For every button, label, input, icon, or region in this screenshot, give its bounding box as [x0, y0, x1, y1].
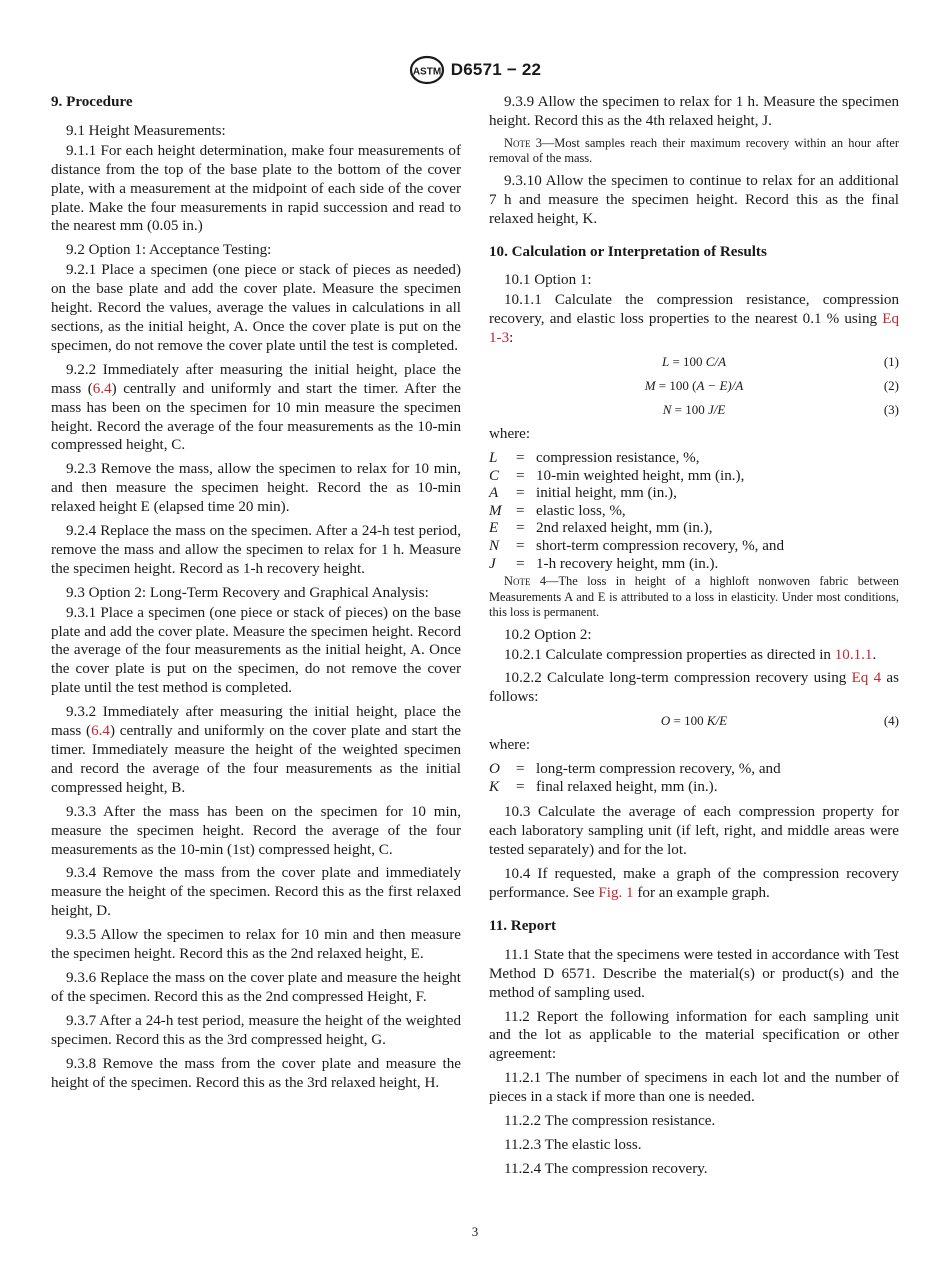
equation-4: O = 100 K/E (4): [660, 713, 899, 729]
para-9-2-1: 9.2.1 Place a specimen (one piece or stack of pieces as needed) on the base plate and add the cover plate. Measure the specimen height. Record the values, average the values in calculations in all sections, as the initial height, A. Once the cover plate is put on the specimen, do not remove the cover plate until the test is completed.: [51, 262, 461, 354]
para-9-1-1: 9.1.1 For each height determination, make four measurements of distance from the top of the base plate to the bottom of the cover plate, with a measurement at the midpoint of each side of the cover plate. Make the four measurements in rapid succession and read to the nearest mm (0.05 in.): [51, 142, 461, 235]
para-9-3: 9.3 Option 2: Long-Term Recovery and Graphical Analysis:: [66, 584, 429, 601]
para-11-2-4: 11.2.4 The compression recovery.: [504, 1160, 708, 1177]
fig-1-link[interactable]: Fig. 1: [598, 884, 634, 901]
para-11-2-1: 11.2.1 The number of specimens in each lot and the number of pieces in a stack if more than one is needed.: [489, 1070, 899, 1106]
para-11-2-3: 11.2.3 The elastic loss.: [504, 1136, 642, 1153]
definition-item: A = initial height, mm (in.),: [489, 485, 677, 502]
definition-item: L = compression resistance, %,: [489, 449, 700, 466]
ref-10-1-1-link[interactable]: 10.1.1: [834, 646, 873, 663]
para-9-2-2: 9.2.2 Immediately after measuring the initial height, place the mass (6.4) centrally and uniformly and start the timer. After the mass has been on the specimen for 10 min measure the specimen height. Record the average of the four measurements as the 10-min compressed height, C.: [51, 361, 461, 454]
equation-3: N = 100 J/E (3): [662, 402, 899, 418]
para-9-3-8: 9.3.8 Remove the mass from the cover plate and measure the height of the specimen. Record this as the 3rd relaxed height, H.: [51, 1055, 461, 1091]
definition-item: O = long-term compression recovery, %, and: [489, 761, 781, 778]
para-10-1: 10.1 Option 1:: [504, 272, 592, 289]
note-3: Note 3—Most samples reach their maximum recovery within an hour after removal of the mass.: [489, 135, 899, 166]
where-label-1: where:: [489, 426, 531, 443]
definition-item: K = final relaxed height, mm (in.).: [489, 778, 718, 795]
para-10-2-2: 10.2.2 Calculate long-term compression recovery using Eq 4 as follows:: [489, 670, 899, 706]
para-9-3-2: 9.3.2 Immediately after measuring the initial height, place the mass (6.4) centrally and uniformly on the cover plate and start the timer. Immediately measure the height of the weighted specimen and record the average of the four measurements as the initial compressed height, B.: [51, 704, 461, 796]
astm-logo-icon: [409, 55, 445, 85]
para-10-2-1: 10.2.1 Calculate compression properties as directed in 10.1.1.: [504, 646, 877, 663]
left-column: [51, 93, 461, 1097]
section-9-heading: 9. Procedure: [51, 94, 133, 110]
definition-item: E = 2nd relaxed height, mm (in.),: [489, 520, 713, 537]
definition-item: N = short-term compression recovery, %, and: [489, 537, 784, 554]
para-10-1-1: 10.1.1 Calculate the compression resistance, compression recovery, and elastic loss properties to the nearest 0.1 % using Eq 1-3:: [489, 292, 899, 347]
para-9-2-4: 9.2.4 Replace the mass on the specimen. After a 24-h test period, remove the mass and allow the specimen to relax for 1 h. Measure the specimen height. Record as 1-h recovery height.: [51, 523, 461, 577]
ref-6-4-link[interactable]: 6.4: [92, 380, 112, 397]
equation-2: M = 100 (A − E)/A (2): [644, 378, 899, 394]
para-9-3-9: 9.3.9 Allow the specimen to relax for 1 h. Measure the specimen height. Record this as the 4th relaxed height, J.: [489, 94, 899, 129]
para-9-3-4: 9.3.4 Remove the mass from the cover plate and immediately measure the height of the specimen. Record this as the first relaxed height, D.: [51, 865, 461, 920]
para-10-2: 10.2 Option 2:: [504, 626, 592, 643]
para-10-4: 10.4 If requested, make a graph of the compression recovery performance. See Fig. 1 for an example graph.: [489, 866, 899, 901]
section-11-heading: 11. Report: [489, 917, 557, 934]
definition-item: J = 1-h recovery height, mm (in.).: [489, 555, 719, 572]
para-9-3-3: 9.3.3 After the mass has been on the specimen for 10 min, measure the specimen height. Record the average of the four measurements as the 10-min (1st) compressed height, C.: [51, 803, 461, 858]
section-10-heading: 10. Calculation or Interpretation of Results: [489, 243, 767, 260]
para-9-3-6: 9.3.6 Replace the mass on the cover plate and measure the height of the specimen. Record this as the 2nd compressed Height, F.: [51, 969, 461, 1005]
definition-list-1: [489, 449, 899, 572]
para-9-2: 9.2 Option 1: Acceptance Testing:: [66, 242, 272, 259]
eq-4-link[interactable]: Eq 4: [851, 670, 882, 687]
document-id: D6571 − 22: [450, 60, 542, 79]
ref-6-4-link-2[interactable]: 6.4: [91, 723, 110, 740]
equation-1: L = 100 C/A (1): [661, 354, 899, 370]
para-9-3-1: 9.3.1 Place a specimen (one piece or stack of pieces) on the base plate and add the cover plate. Measure the specimen height. Record the average of the four measurements as the initial height, A. Once the cover plate is put on the specimen, do not remove the cover plate until the test method is completed.: [51, 604, 461, 697]
note-4: Note 4—The loss in height of a highloft nonwoven fabric between Measurements A and E is attributed to a loss in elasticity. Under most conditions, this loss is permanent.: [489, 574, 899, 620]
definition-item: M = elastic loss, %,: [489, 502, 626, 519]
eq-1-3-link[interactable]: Eq 1-3: [489, 311, 899, 347]
para-9-2-3: 9.2.3 Remove the mass, allow the specimen to relax for 10 min, and then measure the specimen height. Record the as 10-min relaxed height E (elapsed time 20 min).: [51, 461, 461, 516]
page-number: 3: [471, 1224, 479, 1239]
para-11-1: 11.1 State that the specimens were tested in accordance with Test Method D 6571. Describe the material(s) or product(s) and the method of sampling used.: [489, 946, 899, 1001]
para-9-3-7: 9.3.7 After a 24-h test period, measure the height of the weighted specimen. Record this as the 3rd compressed height, G.: [51, 1012, 461, 1048]
page-header: [0, 55, 950, 85]
definition-list-2: [489, 760, 899, 795]
para-9-3-5: 9.3.5 Allow the specimen to relax for 10 min and then measure the specimen height. Record this as the 2nd relaxed height, E.: [51, 927, 461, 963]
para-11-2: 11.2 Report the following information for each sampling unit and the lot as applicable to the material specification or other agreement:: [489, 1008, 899, 1063]
svg-text:ASTM: ASTM: [412, 66, 441, 78]
where-label-2: where:: [489, 737, 531, 754]
right-column: [489, 93, 899, 1184]
para-9-3-10: 9.3.10 Allow the specimen to continue to relax for an additional 7 h and measure the specimen height. Record this as the final relaxed height, K.: [489, 172, 899, 227]
para-9-1: 9.1 Height Measurements:: [66, 122, 226, 139]
para-11-2-2: 11.2.2 The compression resistance.: [504, 1113, 716, 1130]
definition-item: C = 10-min weighted height, mm (in.),: [489, 467, 745, 484]
para-10-3: 10.3 Calculate the average of each compression property for each laboratory sampling unit (if left, right, and middle areas were tested separately) and for the lot.: [489, 804, 899, 859]
